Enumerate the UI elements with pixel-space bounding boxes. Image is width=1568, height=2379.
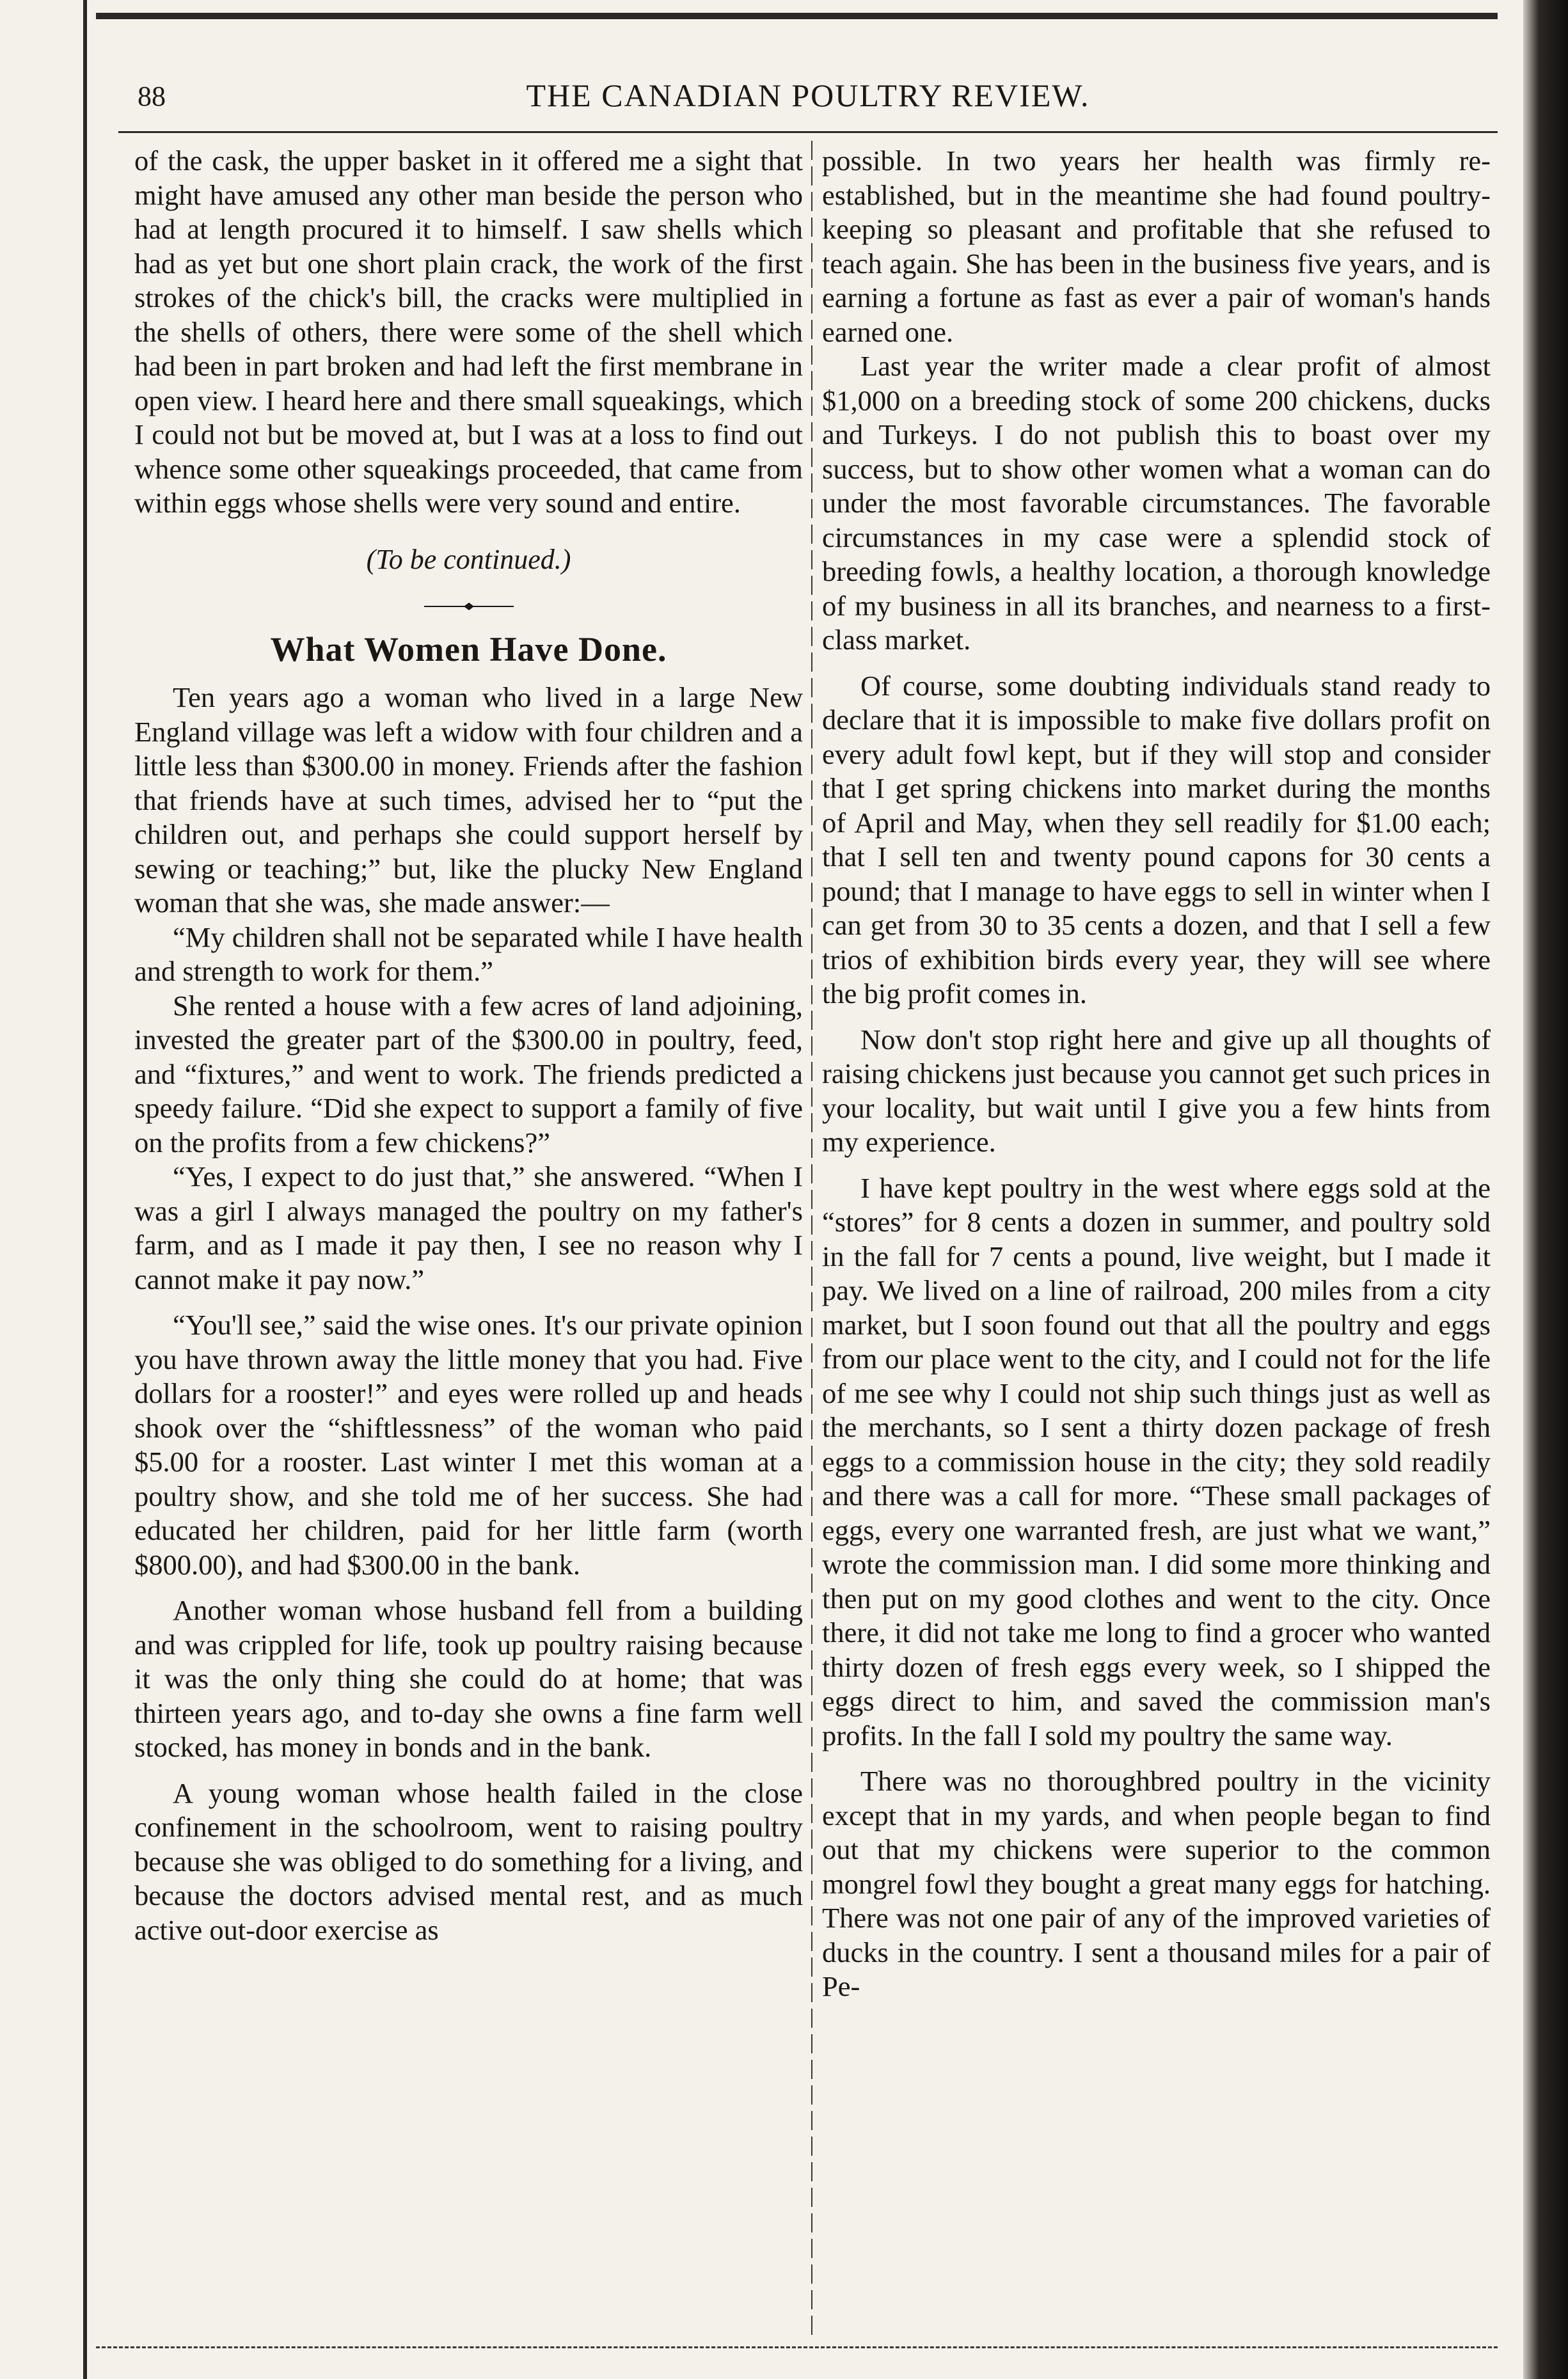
article-paragraph: Last year the writer made a clear profit of almost $1,000 on a breeding stock of some 200 chickens, ducks and Turkeys. I do not publish this to boast over my success, but to show other women what a woman can do under the most favorable circumstances. The favorable circumstances in my case were a splendid stock of breeding fowls, a healthy location, a thorough knowledge of my business in all its branches, and nearness to a first-class market. [822, 350, 1491, 656]
page-number: 88 [138, 81, 166, 112]
opening-paragraph: possible. In two years her health was firmly re-established, but in the meantime she had found poultry-keeping so pleasant and profitable that she refused to teach again. She has been in the business five years, and is earning a fortune as fast as ever a pair of woman's hands earned one. [822, 145, 1491, 348]
article-paragraph: Ten years ago a woman who lived in a large New England village was left a widow with four children and a little less than $300.00 in money. Friends after the fashion that friends have at such times, advised her to “put the children out, and perhaps she could support herself by sewing or teaching;” but, like the plucky New England woman that she was, she made answer:— [134, 681, 803, 919]
article-paragraph: She rented a house with a few acres of land adjoining, invested the greater part of the $300.00 in poultry, feed, and “fixtures,” and went to work. The friends predicted a speedy failure. “Did she expect to support a family of five on the profits from a few chickens?” [134, 989, 803, 1158]
continued-note: (To be continued.) [366, 543, 571, 575]
section-ornament [134, 585, 803, 620]
article-paragraph: Another woman whose husband fell from a building and was crippled for life, took up poultry raising because it was the only thing she could do at home; that was thirteen years ago, and to-day she owns a fine farm well stocked, has money in bonds and in the bank. [134, 1594, 803, 1763]
right-column [822, 144, 1491, 2004]
article-paragraph: I have kept poultry in the west where eggs sold at the “stores” for 8 cents a dozen in summer, and poultry sold in the fall for 7 cents a pound, live weight, but I made it pay. We lived on a line of railroad, 200 miles from a city market, but I soon found out that all the poultry and eggs from our place went to the city, and I could not for the life of me see why I could not ship such things just as well as the merchants, so I sent a thirty dozen package of fresh eggs to a commission house in the city; they sold readily and there was a call for more. “These small packages of eggs, every one warranted fresh, are just what we want,” wrote the commission man. I did some more thinking and then put on my good clothes and went to the city. Once there, it did not take me long to find a grocer who wanted thirty dozen of fresh eggs every week, so I shipped the eggs direct to him, and saved the commission man's profits. In the fall I sold my poultry the same way. [822, 1171, 1491, 1751]
running-title: THE CANADIAN POULTRY REVIEW. [526, 77, 1090, 113]
article-paragraph: “My children shall not be separated while I have health and strength to work for them.” [134, 921, 803, 987]
header-rule [118, 131, 1498, 133]
article-paragraph: A young woman whose health failed in the close confinement in the schoolroom, went to raising poultry because she was obliged to do something for a living, and because the doctors advised mental rest, and as much active out-door exercise as [134, 1776, 803, 1946]
article-paragraph: Of course, some doubting individuals stand ready to declare that it is impossible to make five dollars profit on every adult fowl kept, but if they will stop and consider that I get spring chickens into market during the months of April and May, when they sell readily for $1.00 each; that I sell ten and twenty pound capons for 30 cents a pound; that I manage to have eggs to sell in winter when I can get from 30 to 35 cents a dozen, and that I sell a few trios of exhibition birds every year, they will see where the big profit comes in. [822, 669, 1491, 1009]
article-paragraph: There was no thoroughbred poultry in the vicinity except that in my yards, and when people began to find out that my chickens were superior to the common mongrel fowl they bought a great many eggs for hatching. There was not one pair of any of the improved varieties of ducks in the country. I sent a thousand miles for a pair of Pe- [822, 1765, 1491, 2002]
article-paragraph: Now don't stop right here and give up all thoughts of raising chickens just because you cannot get such prices in your locality, but wait until I give you a few hints from my experience. [822, 1023, 1491, 1158]
left-margin-rule [83, 0, 87, 2379]
bottom-rule [96, 2346, 1498, 2352]
ornament-rule-icon [424, 601, 514, 612]
page-header [118, 61, 1498, 125]
article-title: What Women Have Done. [270, 629, 667, 668]
top-rule [96, 13, 1498, 19]
opening-paragraph: of the cask, the upper basket in it offered me a sight that might have amused any other man beside the person who had at length procured it to himself. I saw shells which had as yet but one short plain crack, the work of the first strokes of the chick's bill, the cracks were multiplied in the shells of others, there were some of the shell which had been in part broken and had left the first membrane in open view. I heard here and there small squeakings, which I could not but be moved at, but I was at a loss to find out whence some other squeakings proceeded, that came from within eggs whose shells were very sound and entire. [134, 145, 803, 519]
article-paragraph: “You'll see,” said the wise ones. It's our private opinion you have thrown away the little money that you had. Five dollars for a rooster!” and eyes were rolled up and heads shook over the “shiftlessness” of the woman who paid $5.00 for a rooster. Last winter I met this woman at a poultry show, and she told me of her success. She had educated her children, paid for her little farm (worth $800.00), and had $300.00 in the bank. [134, 1309, 803, 1581]
column-divider [811, 141, 812, 2341]
left-column [134, 144, 803, 1947]
article-paragraph: “Yes, I expect to do just that,” she answered. “When I was a girl I always managed the poultry on my father's farm, and as I made it pay then, I see no reason why I cannot make it pay now.” [134, 1160, 803, 1295]
page-edge-shadow [1523, 0, 1568, 2379]
